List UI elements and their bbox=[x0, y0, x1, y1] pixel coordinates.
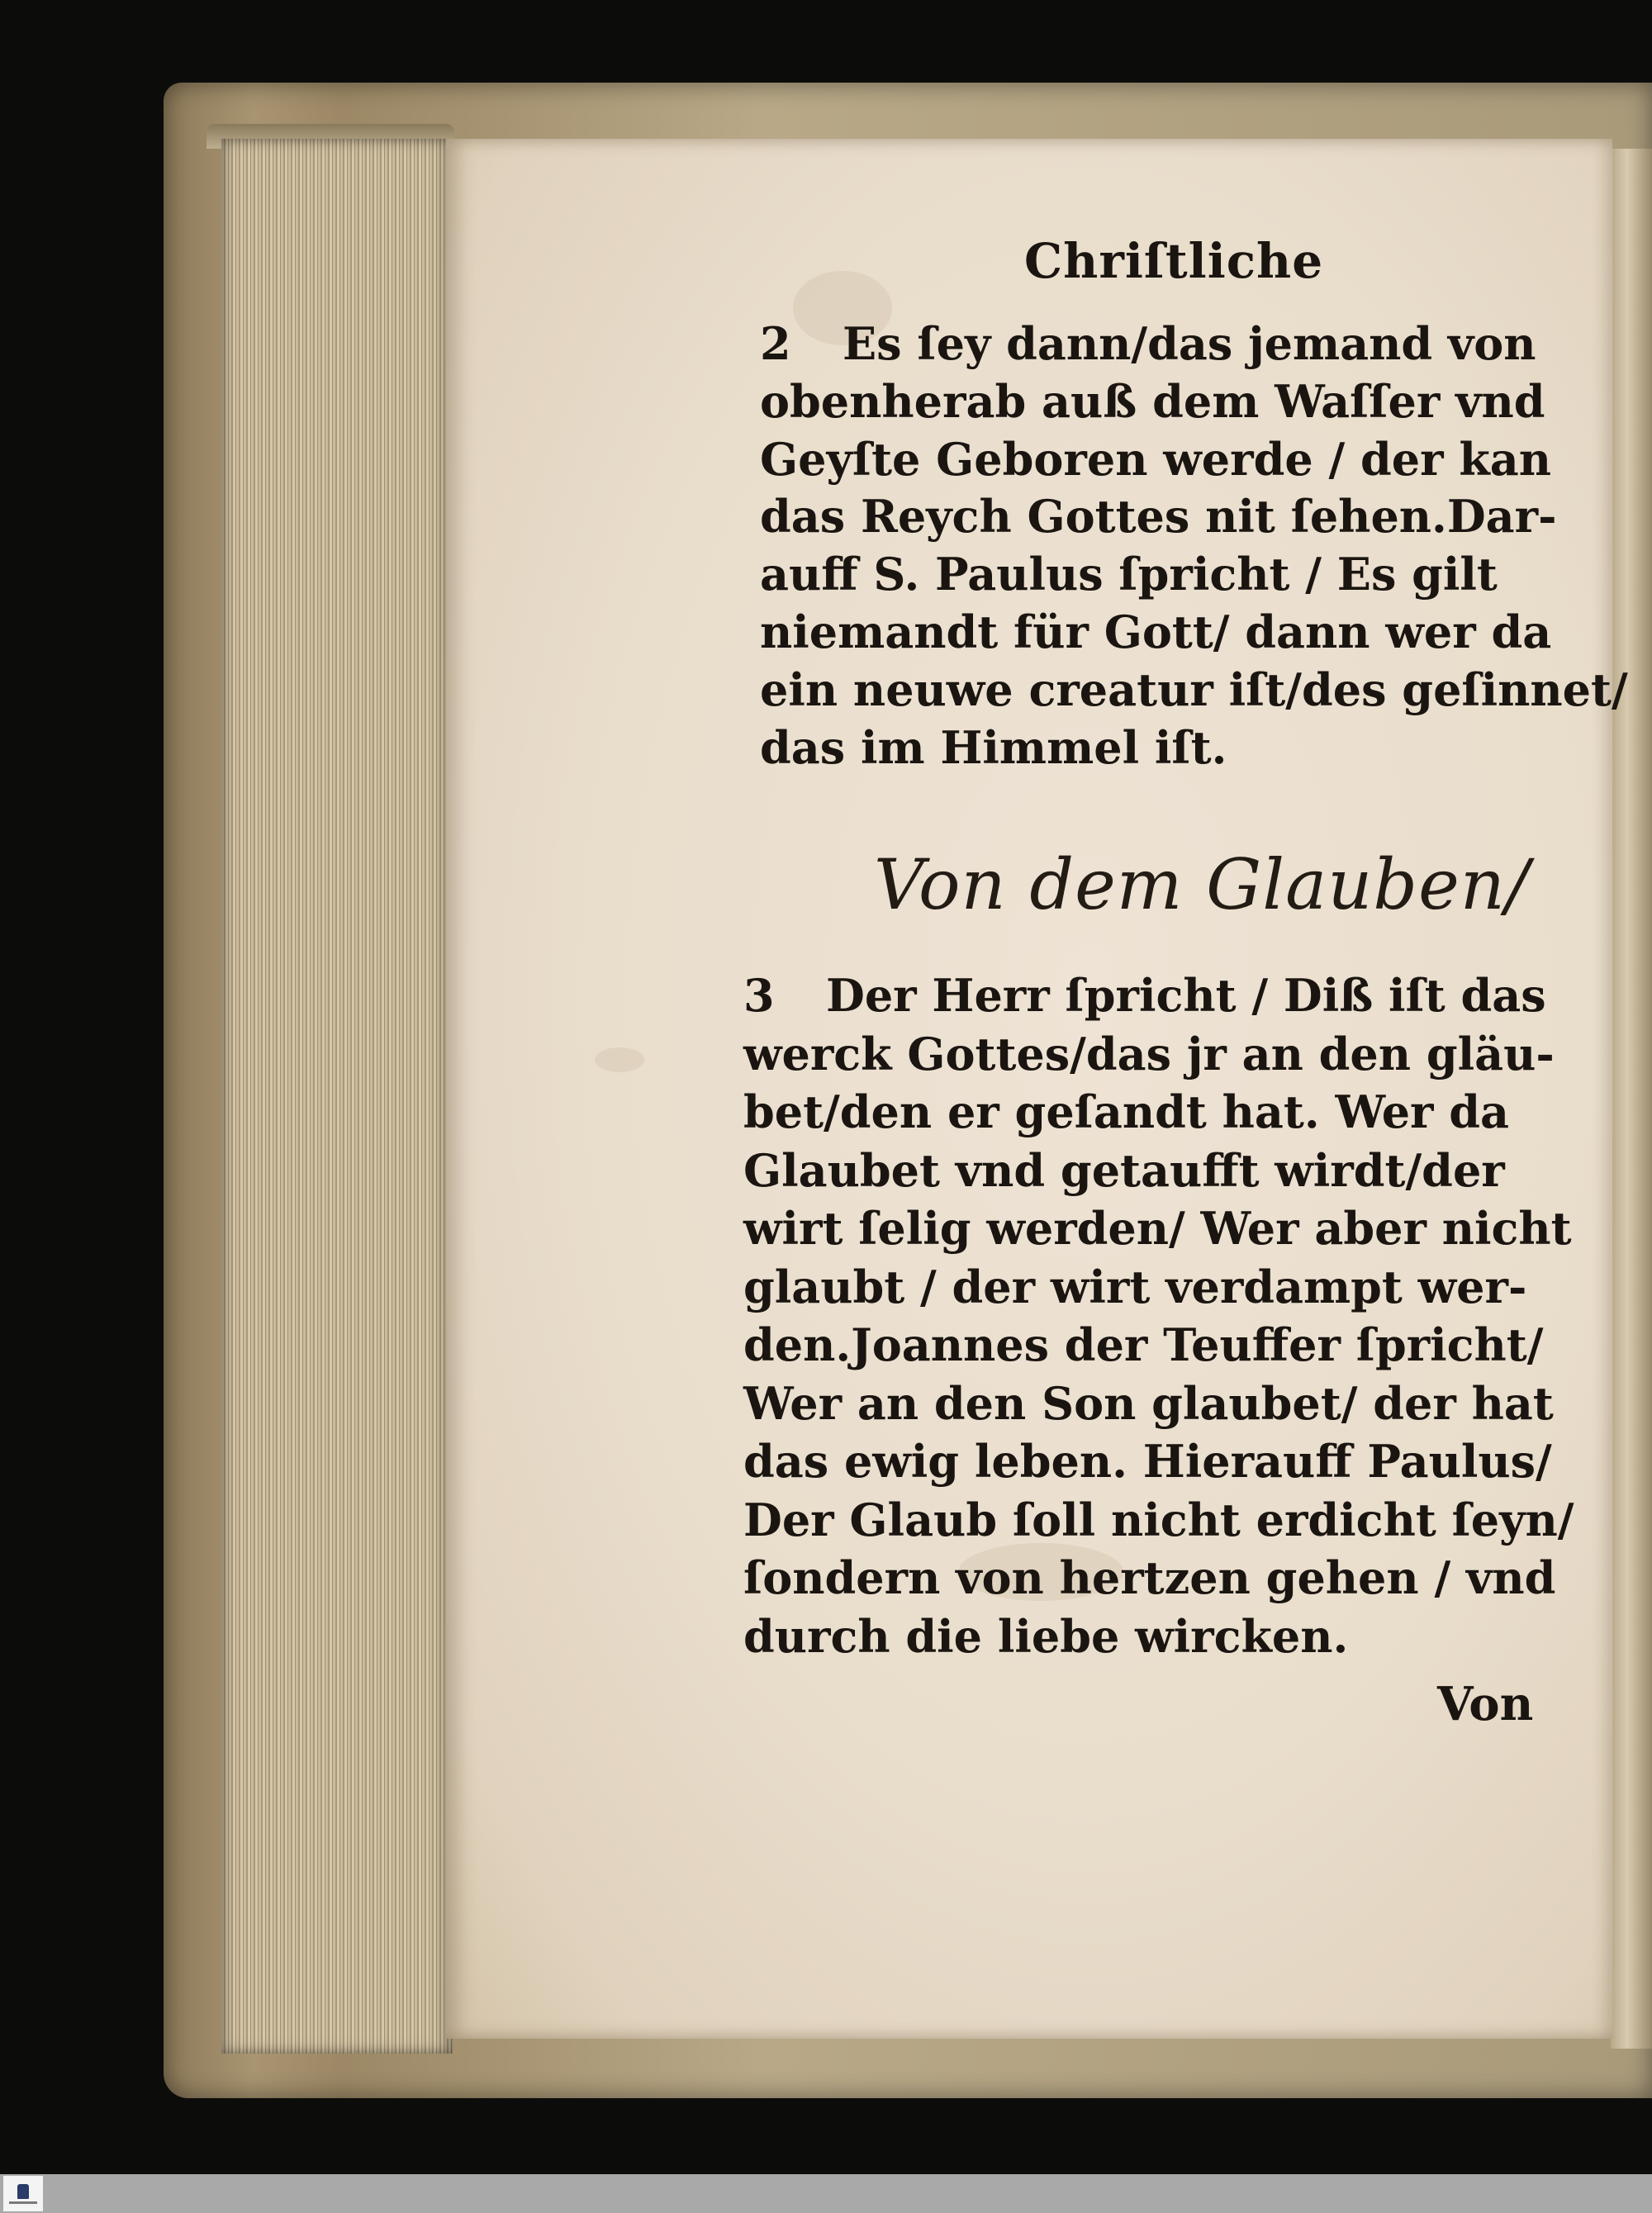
text-line: ſondern von hertzen gehen / vnd bbox=[743, 1551, 1556, 1604]
text-line: das ewig leben. Hierauff Paulus/ bbox=[743, 1435, 1552, 1488]
text-line: Der Glaub ſoll nicht erdicht ſeyn/ bbox=[743, 1493, 1574, 1546]
text-line: bet/den er geſandt hat. Wer da bbox=[743, 1085, 1510, 1138]
text-line: obenherab auß dem Waſſer vnd bbox=[760, 374, 1545, 428]
text-line: 3 Der Herr ſpricht / Diß iſt das bbox=[743, 966, 1574, 1025]
section-heading: Von dem Glauben/ bbox=[874, 844, 1531, 925]
text-line: wirt ſelig werden/ Wer aber nicht bbox=[743, 1202, 1572, 1255]
library-logo-icon[interactable] bbox=[3, 2176, 43, 2211]
text-line: Geyſte Geboren werde / der kan bbox=[760, 432, 1552, 486]
text-line: durch die liebe wircken. bbox=[743, 1609, 1349, 1663]
page-headline: Chriſtliche bbox=[1024, 233, 1324, 289]
logo-caption-line bbox=[9, 2201, 37, 2204]
text-line: ein neuwe creatur iſt/des geſinnet/ bbox=[760, 662, 1628, 716]
catchword: Von bbox=[1437, 1677, 1534, 1731]
text-line: das im Himmel iſt. bbox=[760, 720, 1227, 774]
text-line: werck Gottes/das jr an den gläu- bbox=[743, 1027, 1555, 1080]
text-line: Glaubet vnd getaufft wirdt/der bbox=[743, 1143, 1505, 1197]
text-line: Wer an den Son glaubet/ der hat bbox=[743, 1376, 1554, 1430]
text-line: 2 Es ſey dann/das jemand von bbox=[760, 316, 1628, 373]
paragraph-number: 2 bbox=[760, 317, 791, 370]
text-line: auff S. Paulus ſpricht / Es gilt bbox=[760, 548, 1498, 601]
page-stack bbox=[221, 139, 453, 2054]
viewer-footer-bar bbox=[0, 2174, 1652, 2213]
logo-mark bbox=[17, 2184, 29, 2199]
paragraph-1 bbox=[760, 316, 1628, 776]
text-line: niemandt für Gott/ dann wer da bbox=[760, 605, 1552, 658]
text-line: den.Joannes der Teuffer ſpricht/ bbox=[743, 1318, 1544, 1371]
text-line: glaubt / der wirt verdampt wer- bbox=[743, 1260, 1527, 1313]
text-line: das Reych Gottes nit ſehen.Dar- bbox=[760, 490, 1557, 544]
paper-stain bbox=[595, 1047, 644, 1072]
paragraph-2 bbox=[743, 966, 1574, 1665]
paragraph-number: 3 bbox=[743, 969, 775, 1022]
